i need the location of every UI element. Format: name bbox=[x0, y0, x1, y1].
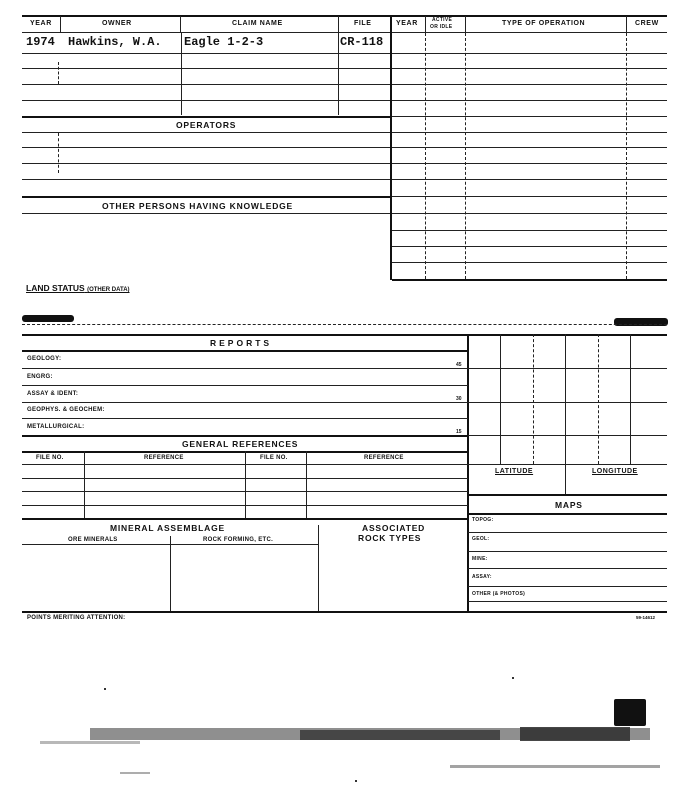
points-meriting-attention: POINTS MERITING ATTENTION: bbox=[27, 615, 126, 621]
row-line bbox=[22, 68, 390, 69]
report-row-line bbox=[22, 368, 468, 369]
grid-horizontal bbox=[468, 368, 667, 369]
longitude-label: LONGITUDE bbox=[592, 468, 638, 475]
references-col-divider bbox=[245, 451, 246, 518]
row-line bbox=[22, 100, 390, 101]
references-col-divider bbox=[84, 451, 85, 518]
header-underline bbox=[22, 32, 667, 33]
row-line bbox=[22, 53, 390, 54]
grid-vertical bbox=[500, 334, 501, 464]
maps-heading: MAPS bbox=[555, 500, 583, 510]
type-col-divider bbox=[465, 33, 466, 279]
reference-header-2: REFERENCE bbox=[364, 455, 404, 461]
grid-vertical bbox=[598, 334, 599, 464]
reports-heading: REPORTS bbox=[210, 338, 273, 348]
row-line bbox=[22, 163, 390, 164]
entry-year: 1974 bbox=[26, 35, 55, 49]
other-photos-label: OTHER (& PHOTOS) bbox=[472, 591, 526, 597]
owner-claim-divider bbox=[181, 33, 182, 115]
scan-noise-band bbox=[450, 765, 660, 768]
coords-bottom-line bbox=[468, 494, 667, 496]
report-row-line bbox=[22, 402, 468, 403]
engrg-label: ENGRG: bbox=[27, 374, 53, 380]
crew-col-divider bbox=[626, 33, 627, 279]
scan-speck bbox=[355, 780, 357, 782]
active-col-divider bbox=[425, 33, 426, 279]
row-line bbox=[22, 132, 390, 133]
active-header-line1: ACTIVE bbox=[432, 17, 453, 23]
reports-top-line bbox=[22, 334, 667, 336]
year-right-header: YEAR bbox=[396, 20, 418, 27]
reports-bottom-line bbox=[22, 435, 468, 437]
scan-noise-band bbox=[300, 730, 500, 740]
row-line bbox=[22, 84, 390, 85]
latitude-label: LATITUDE bbox=[495, 468, 534, 475]
owner-header: OWNER bbox=[102, 20, 132, 27]
entry-claim-name: Eagle 1-2-3 bbox=[184, 35, 264, 49]
faint-divider bbox=[58, 62, 59, 84]
general-references-heading: GENERAL REFERENCES bbox=[182, 439, 299, 449]
mark-45: 45 bbox=[456, 362, 462, 368]
right-bottom-line bbox=[392, 279, 667, 281]
maps-header-line bbox=[468, 513, 667, 515]
ore-minerals-header: ORE MINERALS bbox=[68, 537, 118, 543]
reports-right-divider bbox=[467, 334, 469, 612]
maps-row-line bbox=[468, 568, 667, 569]
scan-noise-band bbox=[40, 741, 140, 744]
tick bbox=[465, 16, 466, 32]
section-line bbox=[22, 116, 390, 118]
top-border bbox=[22, 15, 667, 17]
claim-file-divider bbox=[338, 33, 339, 115]
grid-vertical bbox=[565, 334, 566, 494]
operators-heading: OPERATORS bbox=[176, 120, 237, 130]
land-status-heading bbox=[26, 283, 130, 293]
tick bbox=[60, 16, 61, 32]
tick bbox=[425, 16, 426, 32]
grid-vertical bbox=[630, 334, 631, 464]
scan-noise-band bbox=[520, 727, 630, 741]
geophys-label: GEOPHYS. & GEOCHEM: bbox=[27, 407, 105, 413]
entry-owner: Hawkins, W.A. bbox=[68, 35, 162, 49]
maps-row-line bbox=[468, 601, 667, 602]
mark-30: 30 bbox=[456, 396, 462, 402]
tick bbox=[626, 16, 627, 32]
crew-header: CREW bbox=[635, 20, 659, 27]
land-status-label: LAND STATUS bbox=[26, 283, 85, 293]
scan-blot-left bbox=[22, 315, 74, 322]
lower-bottom-line bbox=[22, 611, 667, 613]
maps-row-line bbox=[468, 551, 667, 552]
report-row-line bbox=[22, 385, 468, 386]
assay-map-label: ASSAY: bbox=[472, 574, 492, 580]
land-status-sub: (OTHER DATA) bbox=[87, 287, 130, 293]
metallurgical-label: METALLURGICAL: bbox=[27, 424, 85, 430]
reports-header-line bbox=[22, 350, 468, 352]
file-no-header-1: FILE NO. bbox=[36, 455, 64, 461]
geol-label: GEOL: bbox=[472, 536, 490, 542]
minerals-rock-divider bbox=[318, 525, 319, 612]
row-line bbox=[22, 179, 390, 180]
associated-rock-types-line2: ROCK TYPES bbox=[358, 533, 422, 543]
rock-forming-header: ROCK FORMING, ETC. bbox=[203, 537, 274, 543]
active-header-line2: OR IDLE bbox=[430, 24, 453, 30]
maps-row-line bbox=[468, 532, 667, 533]
maps-row-line bbox=[468, 586, 667, 587]
file-header: FILE bbox=[354, 20, 372, 27]
land-status-line bbox=[22, 324, 667, 325]
grid-horizontal bbox=[468, 435, 667, 436]
scan-artifact-square bbox=[614, 699, 646, 726]
scan-speck bbox=[512, 677, 514, 679]
file-no-header-2: FILE NO. bbox=[260, 455, 288, 461]
geology-label: GEOLOGY: bbox=[27, 356, 62, 362]
ore-rock-divider bbox=[170, 536, 171, 612]
mine-label: MINE: bbox=[472, 556, 488, 562]
form-number: 59-14612 bbox=[636, 615, 656, 620]
type-of-operation-header: TYPE OF OPERATION bbox=[502, 20, 586, 27]
reference-header-1: REFERENCE bbox=[144, 455, 184, 461]
row-line bbox=[22, 213, 390, 214]
entry-file: CR-118 bbox=[340, 35, 384, 49]
grid-vertical bbox=[533, 334, 534, 464]
report-row-line bbox=[22, 418, 468, 419]
section-line bbox=[22, 196, 390, 198]
references-bottom-line bbox=[22, 518, 468, 520]
faint-divider bbox=[58, 133, 59, 173]
associated-rock-types-line1: ASSOCIATED bbox=[362, 523, 426, 533]
grid-horizontal bbox=[468, 402, 667, 403]
mineral-assemblage-heading: MINERAL ASSEMBLAGE bbox=[110, 523, 225, 533]
assay-ident-label: ASSAY & IDENT: bbox=[27, 391, 79, 397]
scan-noise-band bbox=[120, 772, 150, 774]
scan-speck bbox=[104, 688, 106, 690]
other-persons-heading: OTHER PERSONS HAVING KNOWLEDGE bbox=[102, 201, 294, 211]
year-header: YEAR bbox=[30, 20, 52, 27]
topog-label: TOPOG: bbox=[472, 517, 494, 523]
grid-horizontal bbox=[468, 464, 667, 465]
claim-name-header: CLAIM NAME bbox=[232, 20, 283, 27]
row-line bbox=[22, 147, 390, 148]
tick bbox=[338, 16, 339, 32]
tick bbox=[180, 16, 181, 32]
mark-15: 15 bbox=[456, 429, 462, 435]
references-col-divider bbox=[306, 451, 307, 518]
